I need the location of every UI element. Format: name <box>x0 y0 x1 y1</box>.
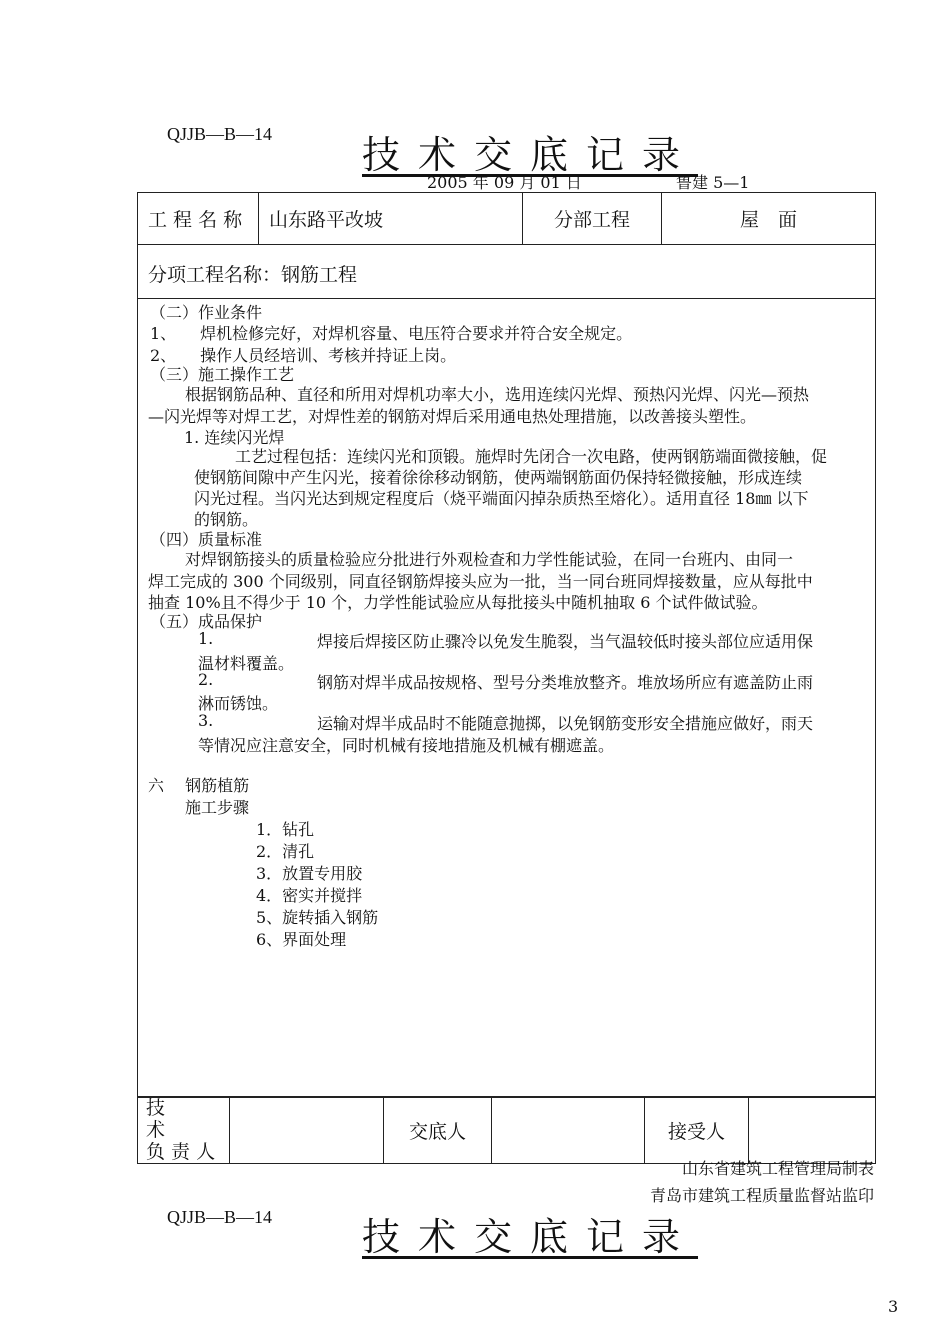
next-form-code: QJJB—B—14 <box>167 1207 273 1227</box>
section-3-title: （三）施工操作工艺 <box>150 365 295 384</box>
section-5-item-3b: 等情况应注意安全，同时机械有接地措施及机械有棚遮盖。 <box>198 736 615 755</box>
handover-signature <box>492 1097 645 1164</box>
section-3-para-1b: —闪光焊等对焊工艺，对焊性差的钢筋对焊后采用通电热处理措施，以改善接头塑性。 <box>148 407 757 426</box>
page-title: 技术交底记录 <box>362 133 699 177</box>
handover-label: 交底人 <box>384 1097 492 1164</box>
section-3-para-2d: 的钢筋。 <box>194 510 259 529</box>
tech-lead-signature <box>230 1097 384 1164</box>
step-item: 6、界面处理 <box>256 930 347 949</box>
tech-lead-label <box>138 1097 230 1164</box>
section-4-para-c: 抽查 10%且不得少于 10 个，力学性能试验应从每批接头中随机抽取 6 个试件做试验。 <box>148 593 768 612</box>
printer-note: 青岛市建筑工程质量监督站监印 <box>649 1186 874 1205</box>
section-5-item-1-number: 1. <box>198 629 214 648</box>
section-2-title: （二）作业条件 <box>150 303 263 322</box>
record-ref: 鲁建 5—1 <box>676 173 750 192</box>
division-label: 分部工程 <box>523 193 662 245</box>
receiver-label: 接受人 <box>645 1097 749 1164</box>
tech-lead-label-line-1: 技 术 <box>146 1097 204 1141</box>
form-code: QJJB—B—14 <box>167 124 273 144</box>
division-value: 屋 面 <box>662 193 876 245</box>
section-3-para-2a: 工艺过程包括：连续闪光和顶锻。施焊时先闭合一次电路，使两钢筋端面微接触，促 <box>235 447 828 466</box>
next-page-title: 技术交底记录 <box>362 1215 699 1259</box>
section-5-item-1a: 焊接后焊接区防止骤冷以免发生脆裂，当气温较低时接头部位应适用保 <box>317 632 814 651</box>
page-number: 3 <box>888 1297 899 1316</box>
section-3-para-1a: 根据钢筋品种、直径和所用对焊机功率大小，选用连续闪光焊、预热闪光焊、闪光—预热 <box>185 385 810 404</box>
section-3-subtitle: 1. 连续闪光焊 <box>184 428 285 447</box>
step-item: 4．密实并搅拌 <box>256 886 363 905</box>
section-4-title: （四）质量标准 <box>150 530 263 549</box>
section-5-item-2-number: 2. <box>198 670 214 689</box>
section-5-item-3-number: 3. <box>198 711 214 730</box>
step-item: 3．放置专用胶 <box>256 864 363 883</box>
record-date: 2005 年 09 月 01 日 <box>427 173 582 192</box>
subitem-name: 分项工程名称：钢筋工程 <box>148 264 358 286</box>
tech-lead-label-line-2: 负 责 人 <box>146 1141 216 1163</box>
section-2-item-1: 1、 焊机检修完好，对焊机容量、电压符合要求并符合安全规定。 <box>150 324 633 343</box>
maker-note: 山东省建筑工程管理局制表 <box>681 1159 874 1178</box>
content-box <box>137 298 876 1098</box>
signature-table <box>137 1096 876 1164</box>
section-5-item-2b: 淋而锈蚀。 <box>198 694 279 713</box>
section-5-title: （五）成品保护 <box>150 612 263 631</box>
step-item: 2．清孔 <box>256 842 315 861</box>
section-5-item-3a: 运输对焊半成品时不能随意抛掷，以免钢筋变形安全措施应做好，雨天 <box>317 714 814 733</box>
section-6-title: 六 钢筋植筋 <box>148 776 250 795</box>
receiver-signature <box>749 1097 876 1164</box>
project-name-label: 工 程 名 称 <box>138 193 259 245</box>
section-6-subtitle: 施工步骤 <box>185 798 250 817</box>
section-4-para-b: 焊工完成的 300 个同级别，同直径钢筋焊接头应为一批，当一同台班同焊接数量，应从每批中 <box>148 572 813 591</box>
section-2-item-2: 2、 操作人员经培训、考核并持证上岗。 <box>150 346 457 365</box>
subitem-row <box>137 244 876 299</box>
step-item: 1．钻孔 <box>256 820 315 839</box>
project-name-value: 山东路平改坡 <box>259 193 523 245</box>
section-4-para-a: 对焊钢筋接头的质量检验应分批进行外观检查和力学性能试验，在同一台班内、由同一 <box>185 550 794 569</box>
section-5-item-2a: 钢筋对焊半成品按规格、型号分类堆放整齐。堆放场所应有遮盖防止雨 <box>317 673 814 692</box>
step-item: 5、旋转插入钢筋 <box>256 908 379 927</box>
project-info-table <box>137 192 876 245</box>
section-3-para-2b: 使钢筋间隙中产生闪光，接着徐徐移动钢筋，使两端钢筋面仍保持轻微接触，形成连续 <box>194 468 803 487</box>
section-5-item-1b: 温材料覆盖。 <box>198 654 295 673</box>
section-3-para-2c: 闪光过程。当闪光达到规定程度后（烧平端面闪掉杂质热至熔化）。适用直径 18㎜ 以下 <box>194 489 809 508</box>
